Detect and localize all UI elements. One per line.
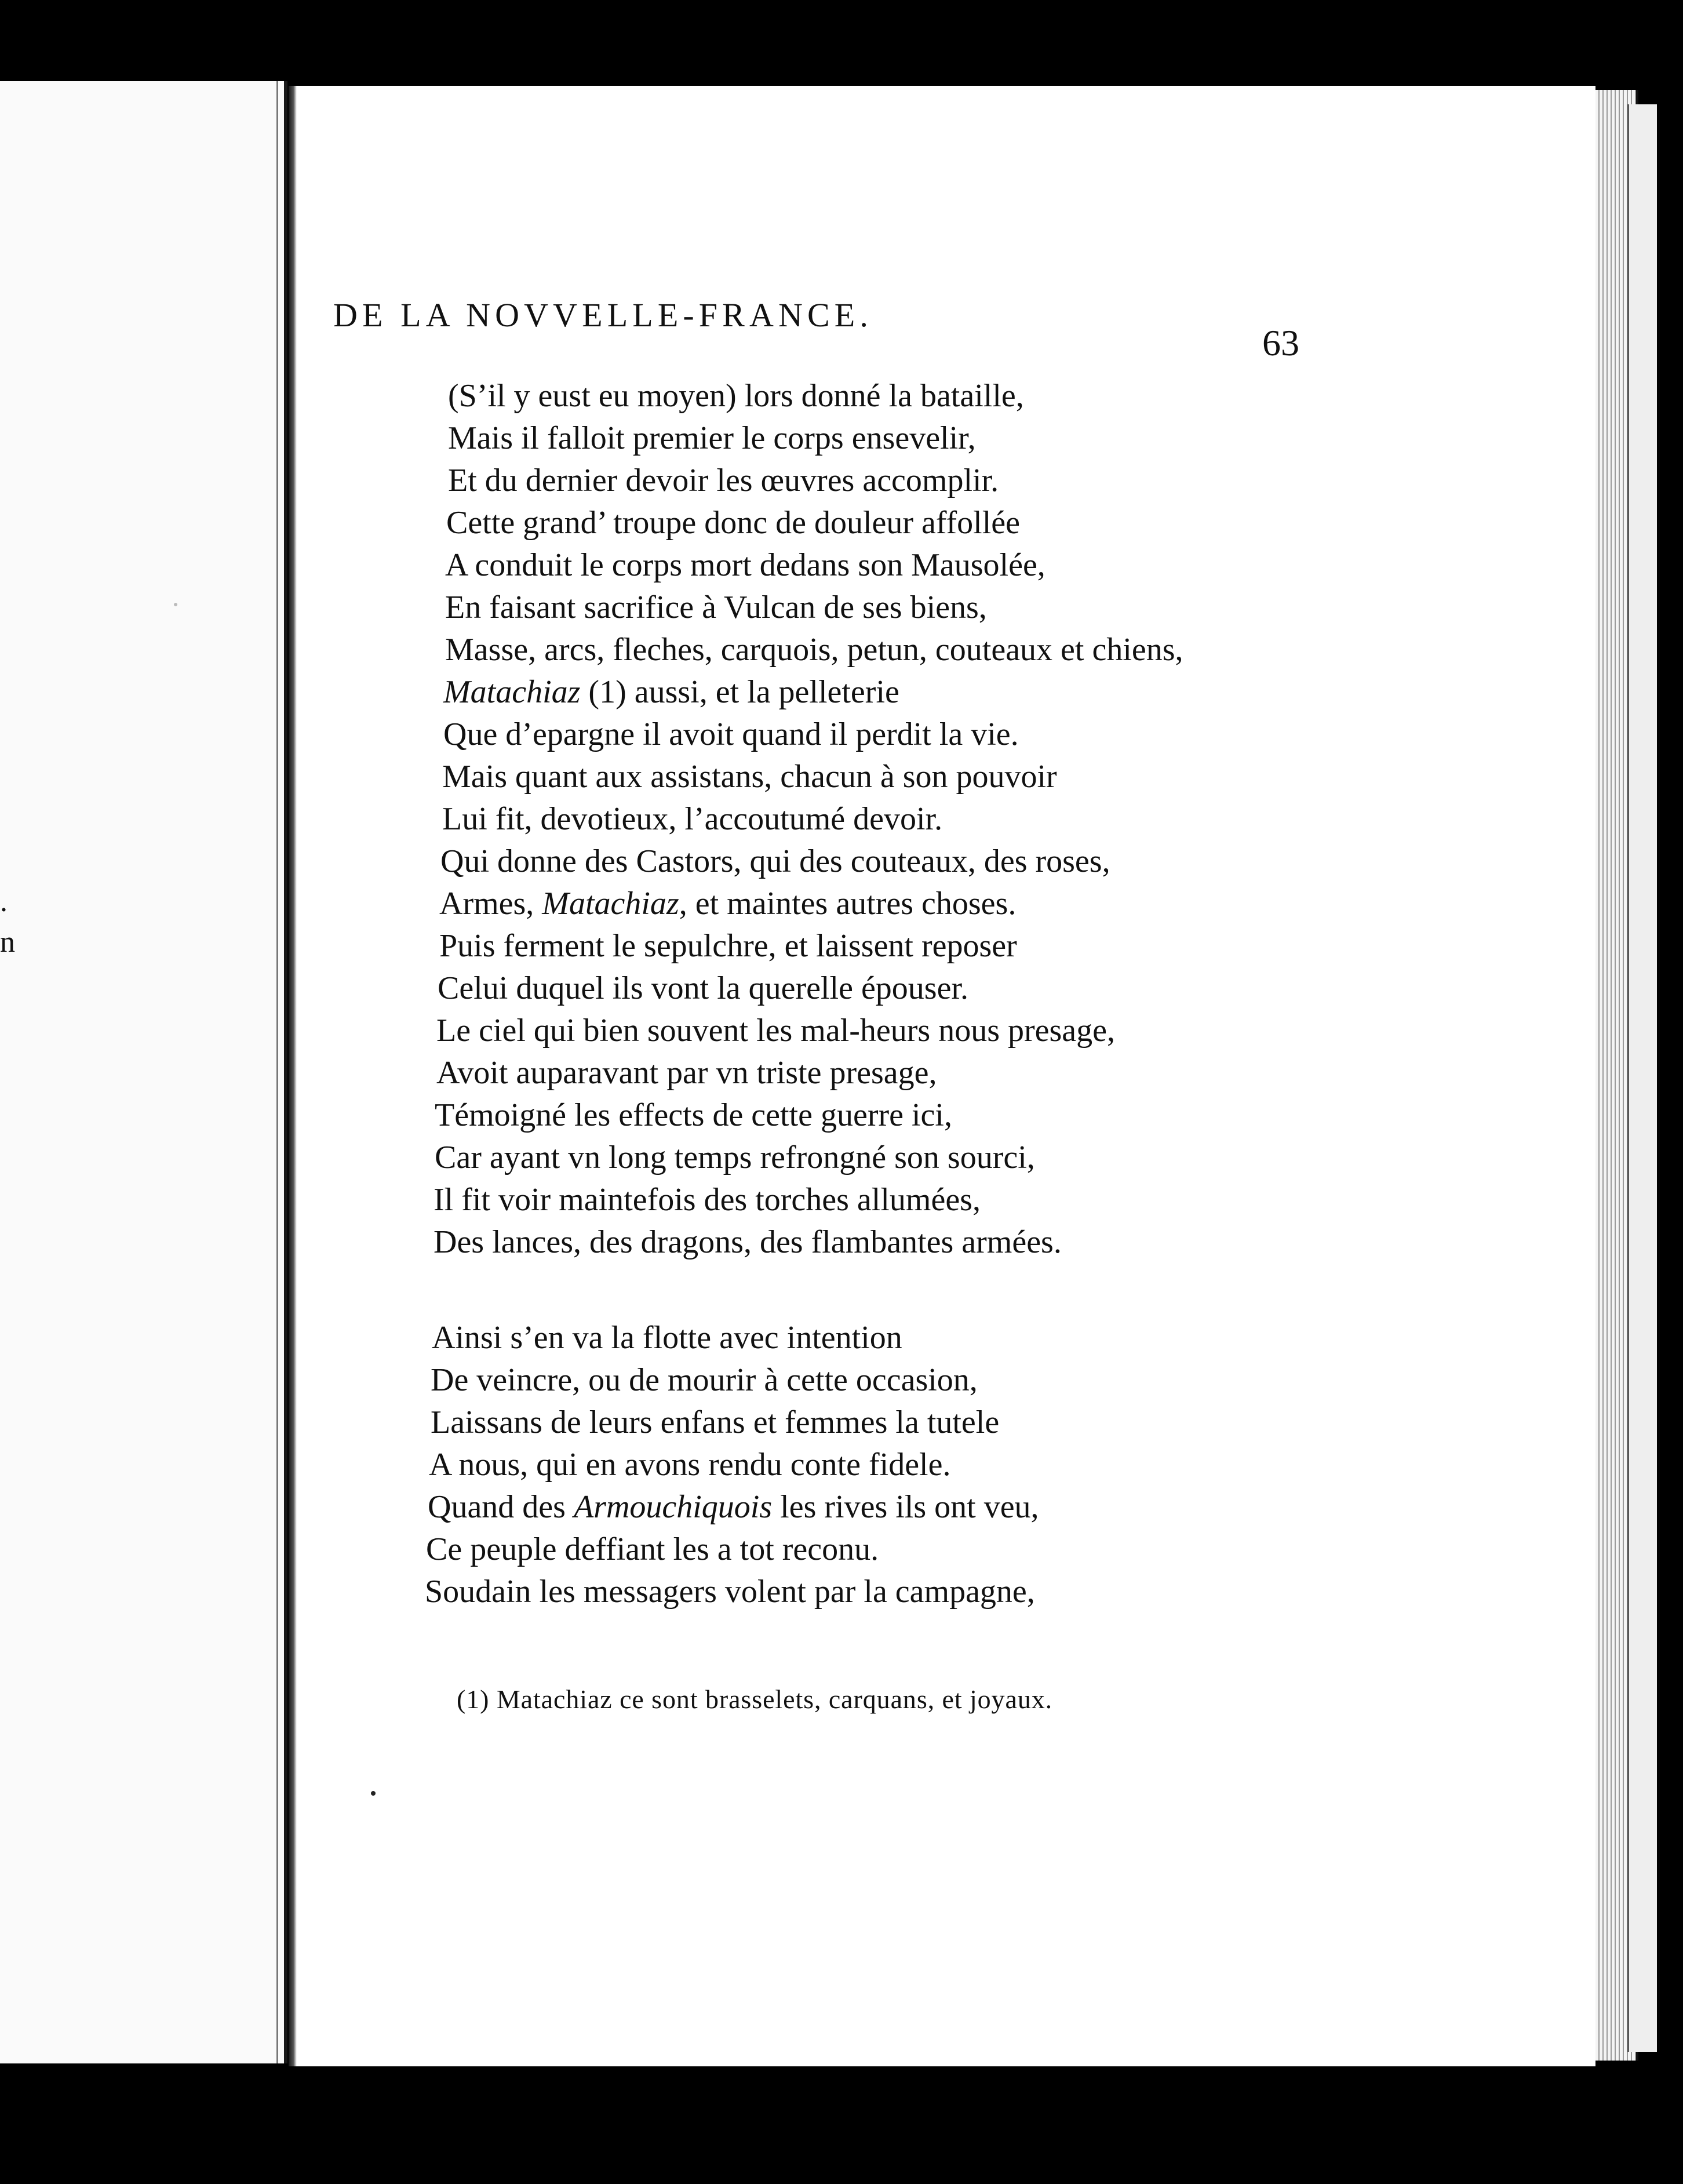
verse-line: Et du dernier devoir les œuvres accomplir.	[448, 463, 999, 498]
italic-term: Armouchiquois	[573, 1489, 773, 1525]
verse-line: Témoigné les effects de cette guerre ici,	[435, 1097, 952, 1133]
verse-line: Puis ferment le sepulchre, et laissent reposer	[439, 928, 1017, 964]
print-speck	[174, 603, 177, 606]
running-head: DE LA NOVVELLE-FRANCE.	[333, 296, 873, 334]
verse-line: Mais quant aux assistans, chacun à son pouvoir	[442, 759, 1057, 795]
verse-line: Cette grand’ troupe donc de douleur affollée	[446, 505, 1020, 541]
print-speck	[371, 1791, 376, 1796]
italic-term: Matachiaz	[443, 674, 581, 710]
verse-line: Masse, arcs, fleches, carquois, petun, couteaux et chiens,	[445, 632, 1183, 668]
verse-line: Avoit auparavant par vn triste presage,	[436, 1055, 937, 1091]
verse-line: (S’il y eust eu moyen) lors donné la bataille,	[448, 378, 1024, 414]
verse-line: Ainsi s’en va la flotte avec intention	[432, 1320, 902, 1356]
verse-line: A conduit le corps mort dedans son Mausolée,	[445, 547, 1046, 583]
verse-line: A nous, qui en avons rendu conte fidele.	[429, 1447, 951, 1483]
footnote: (1) Matachiaz ce sont brasselets, carquans, et joyaux.	[457, 1684, 1053, 1714]
verse-line: Car ayant vn long temps refrongné son sourci,	[435, 1140, 1035, 1175]
verse-line: Que d’epargne il avoit quand il perdit la vie.	[443, 716, 1019, 752]
verse-line: Lui fit, devotieux, l’accoutumé devoir.	[442, 801, 943, 837]
verse-line: Ce peuple deffiant les a tot reconu.	[426, 1531, 879, 1567]
verse-line: De veincre, ou de mourir à cette occasion,	[431, 1362, 978, 1398]
italic-term: Matachiaz	[542, 886, 679, 922]
verse-line: Laissans de leurs enfans et femmes la tutele	[431, 1404, 1000, 1440]
verse-line: Il fit voir maintefois des torches allumées,	[434, 1182, 981, 1218]
verse-line: Des lances, des dragons, des flambantes armées.	[434, 1224, 1062, 1260]
verse-line: Armes, Matachiaz, et maintes autres choses.	[439, 886, 1017, 922]
margin-glyph: .	[0, 885, 8, 918]
verse-line: Matachiaz (1) aussi, et la pelleterie	[443, 674, 899, 710]
page-number: 63	[1262, 322, 1299, 363]
verse-line: Le ciel qui bien souvent les mal-heurs nous presage,	[436, 1013, 1115, 1049]
verse-line: Quand des Armouchiquois les rives ils ont veu,	[428, 1489, 1039, 1525]
margin-glyph: n	[0, 926, 15, 959]
verse-line: Soudain les messagers volent par la campagne,	[425, 1574, 1035, 1610]
verse-line: Qui donne des Castors, qui des couteaux, des roses,	[440, 843, 1110, 879]
verse-line: En faisant sacrifice à Vulcan de ses biens,	[445, 589, 987, 625]
verse-line: Mais il falloit premier le corps ensevelir,	[448, 420, 976, 456]
verse-line: Celui duquel ils vont la querelle épouser.	[438, 970, 969, 1006]
